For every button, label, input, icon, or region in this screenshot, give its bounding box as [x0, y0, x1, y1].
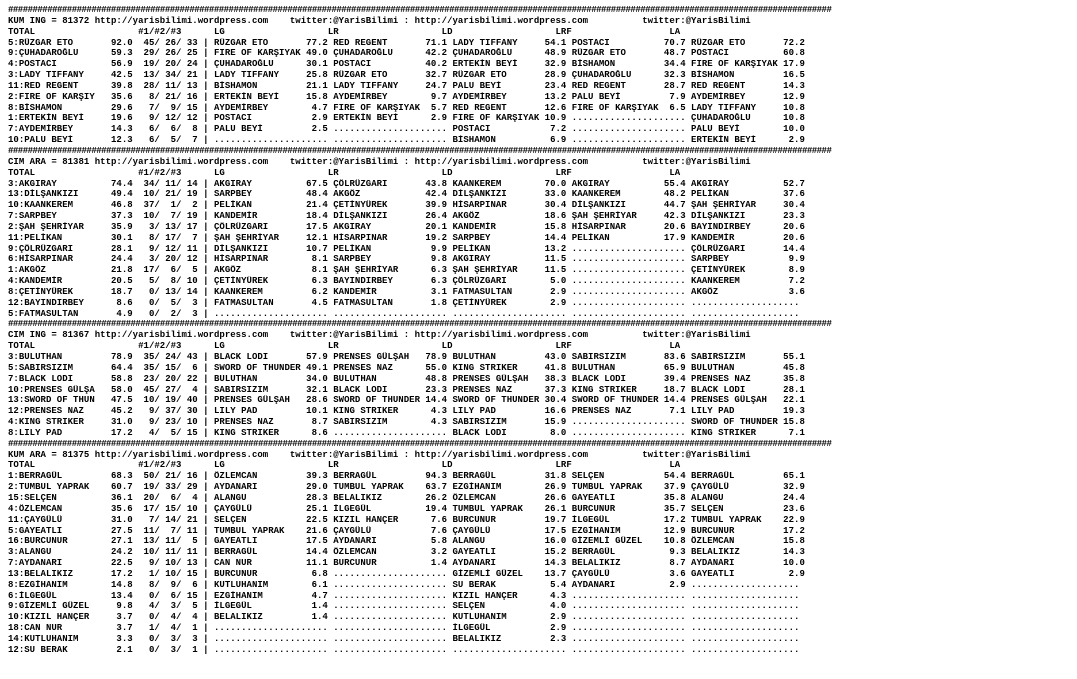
- column-header-line: TOTAL #1/#2/#3 LG LR LD LRF LA: [8, 460, 681, 471]
- result-row: 12:BAYINDIRBEY 8.6 0/ 5/ 3 | FATMASULTAN 4.5 FATMASULTAN 1.8 ÇETİNYÜREK 2.9 ..................... ....................: [8, 297, 800, 308]
- result-row: 6:İLGEGÜL 13.4 0/ 6/ 15 | EZGİHANIM 4.7 ..................... KIZIL HANÇER 4.3 ..................... ....................: [8, 590, 800, 601]
- result-row: 10:KIZIL HANÇER 3.7 0/ 4/ 4 | BELALIKIZ 1.4 ..................... KUTLUHANIM 2.9 ..................... ....................: [8, 612, 800, 623]
- separator-line: ########################################################################################################################################################################: [8, 145, 832, 156]
- result-row: 11:RED REGENT 39.8 28/ 11/ 13 | BİSHAMON 21.1 LADY TIFFANY 24.7 PALU BEYİ 23.4 RED REGENT 28.7 RED REGENT 14.3: [8, 80, 805, 91]
- separator-line: ########################################################################################################################################################################: [8, 438, 832, 449]
- result-row: 13:SWORD OF THUN 47.5 10/ 19/ 40 | PRENSES GÜLŞAH 28.6 SWORD OF THUNDER 14.4 SWORD OF THUNDER 30.4 SWORD OF THUNDER 14.4 PRENSES GÜLŞAH 22.1: [8, 395, 805, 406]
- result-row: 7:SARPBEY 37.3 10/ 7/ 19 | KANDEMİR 18.4 DİLŞANKIZI 26.4 AKGÖZ 18.6 ŞAH ŞEHRİYAR 42.3 DİLŞANKIZI 23.3: [8, 211, 805, 222]
- result-row: 4:KANDEMİR 20.5 5/ 8/ 10 | ÇETİNYÜREK 6.3 BAYINDIRBEY 6.3 ÇÖLRÜZGARI 5.0 ..................... KAANKEREM 7.2: [8, 276, 805, 287]
- result-row: 7:AYDANARI 22.5 9/ 10/ 13 | CAN NUR 11.1 BURCUNUR 1.4 AYDANARI 14.3 BELALIKIZ 8.7 AYDANARI 10.0: [8, 558, 805, 569]
- result-row: 2:FIRE OF KARŞIY 35.6 8/ 21/ 16 | ERTEKİN BEYİ 15.8 AYDEMİRBEY 9.7 AYDEMİRBEY 13.2 PALU BEYİ 7.9 AYDEMİRBEY 12.9: [8, 91, 805, 102]
- result-row: 5:RÜZGAR ETO 92.0 45/ 26/ 33 | RÜZGAR ETO 77.2 RED REGENT 71.1 LADY TIFFANY 54.1 POSTACI 70.7 RÜZGAR ETO 72.2: [8, 37, 805, 48]
- result-row: 9:GİZEMLİ GÜZEL 9.8 4/ 3/ 5 | İLGEGÜL 1.4 ..................... SELÇEN 4.0 ..................... ....................: [8, 601, 800, 612]
- result-row: 8:ÇETİNYÜREK 18.7 0/ 13/ 14 | KAANKEREM 6.2 KANDEMİR 3.1 FATMASULTAN 2.9 ..................... AKGÖZ 3.6: [8, 286, 805, 297]
- result-row: 13:BELALIKIZ 17.2 1/ 10/ 15 | BURCUNUR 6.8 ..................... GİZEMLİ GÜZEL 13.7 ÇAYGÜLÜ 3.6 GAYEATLI 2.9: [8, 568, 805, 579]
- result-row: 18:CAN NUR 3.7 1/ 4/ 1 | ..................... ..................... İLGEGÜL 2.9 ..................... ....................: [8, 623, 800, 634]
- result-row: 3:BULUTHAN 78.9 35/ 24/ 43 | BLACK LODI 57.9 PRENSES GÜLŞAH 78.9 BULUTHAN 43.0 SABIRSIZIM 83.6 SABIRSIZIM 55.1: [8, 352, 805, 362]
- race-header-line: KUM ING = 81372 http://yarisbilimi.wordpress.com twitter:@YarisBilimi : http://yarisbilimi.wordpress.com twitter:@YarisBilimi: [8, 15, 751, 26]
- result-row: 11:PELİKAN 30.1 8/ 17/ 7 | ŞAH ŞEHRİYAR 12.1 HİSARPINAR 19.2 SARPBEY 14.4 PELİKAN 17.9 KANDEMİR 20.6: [8, 232, 805, 243]
- result-row: 7:AYDEMİRBEY 14.3 6/ 6/ 8 | PALU BEYİ 2.5 ..................... POSTACI 7.2 ..................... PALU BEYİ 10.0: [8, 124, 805, 135]
- result-row: 8:EZGİHANIM 14.8 8/ 9/ 6 | KUTLUHANIM 6.1 ..................... SU BERAK 5.4 AYDANARI 2.9 ....................: [8, 579, 800, 590]
- result-row: 12:PRENSES NAZ 45.2 9/ 37/ 30 | LILY PAD 10.1 KING STRIKER 4.3 LILY PAD 16.6 PRENSES NAZ 7.1 LILY PAD 19.3: [8, 406, 805, 417]
- result-row: 5:GAYEATLI 27.5 11/ 7/ 11 | TUMBUL YAPRAK 21.6 ÇAYGÜLÜ 7.6 ÇAYGÜLÜ 17.5 EZGİHANIM 12.9 BURCUNUR 17.2: [8, 525, 805, 536]
- result-row: 11:ÇAYGÜLÜ 31.0 7/ 14/ 21 | SELÇEN 22.5 KIZIL HANÇER 7.6 BURCUNUR 19.7 İLGEGÜL 17.2 TUMBUL YAPRAK 22.9: [8, 514, 805, 525]
- result-row: 2:ŞAH ŞEHRİYAR 35.9 3/ 13/ 17 | ÇÖLRÜZGARI 17.5 AKGIRAY 20.1 KANDEMİR 15.8 HİSARPINAR 20.6 BAYINDIRBEY 20.6: [8, 221, 805, 232]
- result-row: 10:PRENSES GÜLŞA 58.0 45/ 27/ 4 | SABIRSIZIM 32.1 BLACK LODI 23.3 PRENSES NAZ 37.3 KING STRIKER 18.7 BLACK LODI 28.1: [8, 384, 805, 395]
- result-row: 13:DİLŞANKIZI 49.4 10/ 21/ 19 | SARPBEY 48.4 AKGÖZ 42.4 DİLŞANKIZI 33.0 KAANKEREM 48.2 PELİKAN 37.6: [8, 189, 805, 200]
- result-row: 6:HİSARPINAR 24.4 3/ 20/ 12 | HİSARPINAR 8.1 SARPBEY 9.8 AKGIRAY 11.5 ..................... SARPBEY 9.9: [8, 254, 805, 265]
- column-header-line: TOTAL #1/#2/#3 LG LR LD LRF LA: [8, 167, 681, 178]
- result-row: 5:SABIRSIZIM 64.4 35/ 15/ 6 | SWORD OF THUNDER 49.1 PRENSES NAZ 55.0 KING STRIKER 41.8 BULUTHAN 65.9 BULUTHAN 45.8: [8, 362, 805, 373]
- result-row: 3:ALANGU 24.2 10/ 11/ 11 | BERRAGÜL 14.4 ÖZLEMCAN 3.2 GAYEATLI 15.2 BERRAGÜL 9.3 BELALIKIZ 14.3: [8, 547, 805, 558]
- column-header-line: TOTAL #1/#2/#3 LG LR LD LRF LA: [8, 341, 681, 352]
- result-row: 4:POSTACI 56.9 19/ 20/ 24 | ÇUHADAROĞLU 30.1 POSTACI 40.2 ERTEKİN BEYİ 32.9 BİSHAMON 34.4 FIRE OF KARŞIYAK 17.9: [8, 59, 805, 70]
- result-row: 5:FATMASULTAN 4.9 0/ 2/ 3 | ..................... ..................... ..................... ..................... ....................: [8, 308, 800, 319]
- result-row: 1:ERTEKİN BEYİ 19.6 9/ 12/ 12 | POSTACI 2.9 ERTEKİN BEYİ 2.9 FIRE OF KARŞIYAK 10.9 ..................... ÇUHADAROĞLU 10.8: [8, 113, 805, 124]
- race-header-line: CIM ARA = 81381 http://yarisbilimi.wordpress.com twitter:@YarisBilimi : http://yarisbilimi.wordpress.com twitter:@YarisBilimi: [8, 156, 751, 167]
- separator-line: ########################################################################################################################################################################: [8, 5, 832, 15]
- result-row: 10:PALU BEYİ 12.3 6/ 5/ 7 | ..................... ..................... BİSHAMON 6.9 ..................... ERTEKİN BEYİ 2.9: [8, 135, 805, 146]
- column-header-line: TOTAL #1/#2/#3 LG LR LD LRF LA: [8, 26, 681, 37]
- result-row: 4:ÖZLEMCAN 35.6 17/ 15/ 10 | ÇAYGÜLÜ 25.1 İLGEGÜL 19.4 TUMBUL YAPRAK 26.1 BURCUNUR 35.7 SELÇEN 23.6: [8, 503, 805, 514]
- result-row: 15:SELÇEN 36.1 20/ 6/ 4 | ALANGU 28.3 BELALIKIZ 26.2 ÖZLEMCAN 26.6 GAYEATLI 35.8 ALANGU 24.4: [8, 492, 805, 503]
- result-row: 8:BİSHAMON 29.6 7/ 9/ 15 | AYDEMİRBEY 4.7 FIRE OF KARŞIYAK 5.7 RED REGENT 12.6 FIRE OF KARŞIYAK 6.5 LADY TIFFANY 10.8: [8, 102, 805, 113]
- result-row: 3:LADY TIFFANY 42.5 13/ 34/ 21 | LADY TIFFANY 25.8 RÜZGAR ETO 32.7 RÜZGAR ETO 28.9 ÇUHADAROĞLU 32.3 BİSHAMON 16.5: [8, 70, 805, 81]
- result-row: 12:SU BERAK 2.1 0/ 3/ 1 | ..................... ..................... ..................... ..................... ....................: [8, 644, 800, 655]
- race-header-line: CIM ING = 81367 http://yarisbilimi.wordpress.com twitter:@YarisBilimi : http://yarisbilimi.wordpress.com twitter:@YarisBilimi: [8, 330, 751, 341]
- result-row: 7:BLACK LODI 58.8 23/ 20/ 22 | BULUTHAN 34.0 BULUTHAN 48.8 PRENSES GÜLŞAH 38.3 BLACK LODI 39.4 PRENSES NAZ 35.8: [8, 373, 805, 384]
- result-row: 8:LILY PAD 17.2 4/ 5/ 15 | KING STRIKER 8.6 ..................... BLACK LODI 8.0 ..................... KING STRIKER 7.1: [8, 427, 805, 438]
- race-header-line: KUM ARA = 81375 http://yarisbilimi.wordpress.com twitter:@YarisBilimi : http://yarisbilimi.wordpress.com twitter:@YarisBilimi: [8, 449, 751, 460]
- race-stats-document: [8, 5, 1072, 656]
- result-row: 3:AKGIRAY 74.4 34/ 11/ 14 | AKGIRAY 67.5 ÇÖLRÜZGARI 43.8 KAANKEREM 70.0 AKGIRAY 55.4 AKGIRAY 52.7: [8, 178, 805, 189]
- result-row: 4:KING STRIKER 31.0 9/ 23/ 10 | PRENSES NAZ 8.7 SABIRSIZIM 4.3 SABIRSIZIM 15.9 ..................... SWORD OF THUNDER 15.8: [8, 417, 805, 428]
- separator-line: ########################################################################################################################################################################: [8, 319, 832, 330]
- result-row: 2:TUMBUL YAPRAK 60.7 19/ 33/ 29 | AYDANARI 29.0 TUMBUL YAPRAK 63.7 EZGİHANIM 26.9 TUMBUL YAPRAK 37.9 ÇAYGÜLÜ 32.9: [8, 482, 805, 493]
- result-row: 9:ÇÖLRÜZGARI 28.1 9/ 12/ 11 | DİLŞANKIZI 10.7 PELİKAN 9.9 PELİKAN 13.2 ..................... ÇÖLRÜZGARI 14.4: [8, 243, 805, 254]
- result-row: 14:KUTLUHANIM 3.3 0/ 3/ 3 | ..................... ..................... BELALIKIZ 2.3 ..................... ....................: [8, 633, 800, 644]
- result-row: 1:BERRAGÜL 68.3 50/ 21/ 16 | ÖZLEMCAN 39.3 BERRAGÜL 94.3 BERRAGÜL 31.8 SELÇEN 54.4 BERRAGÜL 65.1: [8, 471, 805, 482]
- result-row: 9:ÇUHADAROĞLU 59.3 29/ 26/ 25 | FIRE OF KARŞIYAK 49.0 ÇUHADAROĞLU 42.2 ÇUHADAROĞLU 48.9 RÜZGAR ETO 48.7 POSTACI 60.8: [8, 48, 805, 59]
- result-row: 1:AKGÖZ 21.8 17/ 6/ 5 | AKGÖZ 8.1 ŞAH ŞEHRİYAR 6.3 ŞAH ŞEHRİYAR 11.5 ..................... ÇETİNYÜREK 8.9: [8, 265, 805, 276]
- result-row: 16:BURCUNUR 27.1 13/ 11/ 5 | GAYEATLI 17.5 AYDANARI 5.8 ALANGU 16.0 GİZEMLİ GÜZEL 10.8 ÖZLEMCAN 15.8: [8, 536, 805, 547]
- result-row: 10:KAANKEREM 46.8 37/ 1/ 2 | PELİKAN 21.4 ÇETİNYÜREK 39.9 HİSARPINAR 30.4 DİLŞANKIZI 44.7 ŞAH ŞEHRİYAR 30.4: [8, 200, 805, 211]
